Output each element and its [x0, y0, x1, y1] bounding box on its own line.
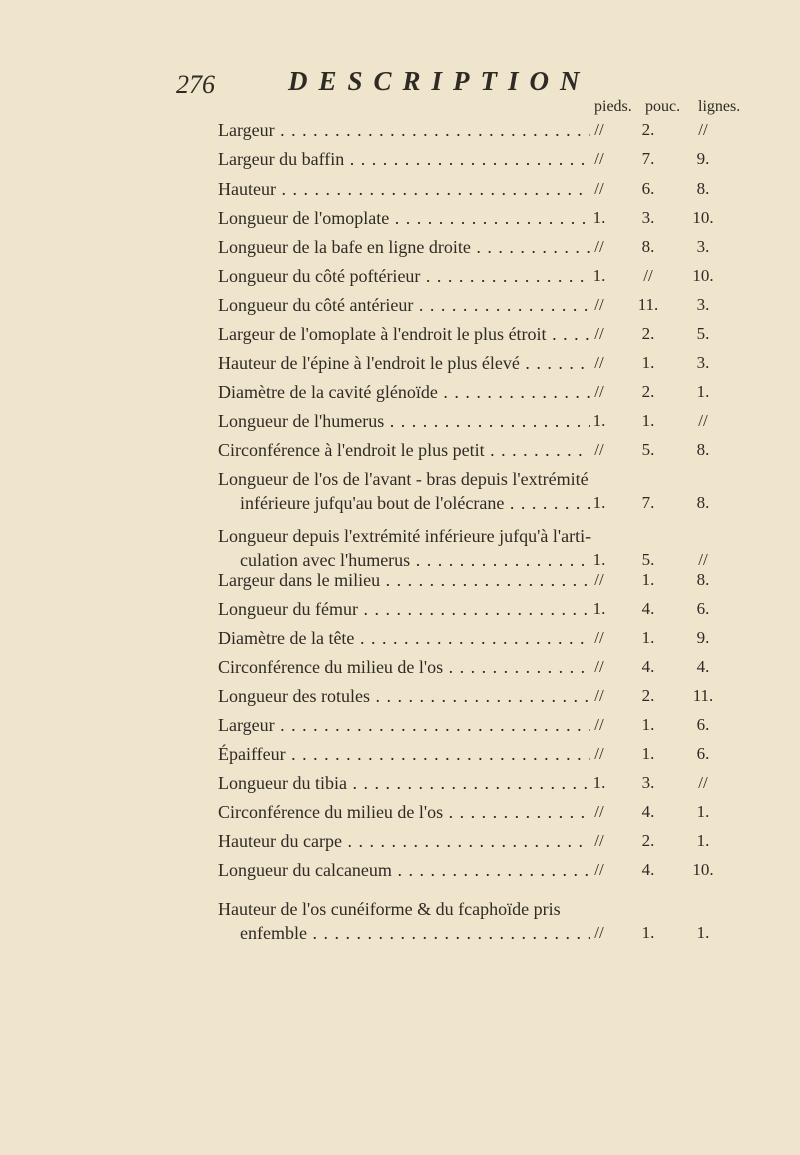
value-pieds: 1.: [592, 493, 606, 512]
value-pouces: 2.: [641, 831, 655, 850]
value-pouces: 7.: [641, 149, 655, 168]
row-label: Longueur de la bafe en ligne droite . . .: [218, 235, 590, 259]
value-lignes: 9.: [696, 149, 710, 168]
value-pouces: 4.: [641, 599, 655, 618]
row-label: Longueur de l'omoplate . . .: [218, 206, 590, 230]
value-pouces: 1.: [641, 353, 655, 372]
value-pouces: 5.: [641, 440, 655, 459]
column-header-pouces: pouc.: [645, 98, 681, 115]
value-pieds: 1.: [592, 411, 606, 430]
value-pouces: 6.: [641, 179, 655, 198]
value-pieds: //: [594, 860, 604, 879]
value-pouces: 2.: [641, 382, 655, 401]
value-pieds: //: [594, 923, 604, 942]
value-pieds: //: [594, 149, 604, 168]
value-lignes: //: [698, 411, 708, 430]
value-pouces: 2.: [641, 324, 655, 343]
value-pouces: 3.: [641, 773, 655, 792]
row-label-continuation: enfemble . . .: [240, 921, 590, 945]
row-label: Longueur du calcaneum . . .: [218, 858, 590, 882]
row-label: Épaiffeur . . .: [218, 742, 590, 766]
value-pieds: 1.: [592, 773, 606, 792]
value-pieds: //: [594, 382, 604, 401]
row-label: Longueur depuis l'extrémité inférieure jufqu'à l'arti-: [218, 526, 592, 546]
row-label: Hauteur de l'os cunéiforme & du fcaphoïde pris: [218, 899, 561, 919]
row-label: Largeur . . .: [218, 118, 590, 142]
row-label: Hauteur . . .: [218, 177, 590, 201]
value-lignes: //: [698, 550, 708, 569]
value-pieds: //: [594, 295, 604, 314]
row-label-continuation: culation avec l'humerus . . .: [240, 548, 590, 572]
running-title: DESCRIPTION: [288, 66, 591, 96]
row-label: Longueur de l'humerus . . .: [218, 409, 590, 433]
value-pouces: 1.: [641, 411, 655, 430]
column-header-pieds: pieds.: [594, 98, 632, 115]
value-pouces: 1.: [641, 715, 655, 734]
value-lignes: 10.: [692, 266, 714, 285]
row-label: Longueur du côté poftérieur . . .: [218, 264, 590, 288]
value-lignes: 3.: [696, 295, 710, 314]
row-label: Largeur du baffin . . .: [218, 147, 590, 171]
value-pouces: 1.: [641, 570, 655, 589]
value-pouces: 1.: [641, 744, 655, 763]
value-lignes: 4.: [696, 657, 710, 676]
value-lignes: 8.: [696, 440, 710, 459]
value-lignes: 6.: [696, 599, 710, 618]
row-label: Longueur du fémur . . .: [218, 597, 590, 621]
value-lignes: 10.: [692, 860, 714, 879]
row-label: Diamètre de la cavité glénoïde . . .: [218, 380, 590, 404]
value-lignes: 8.: [696, 493, 710, 512]
value-pouces: 4.: [641, 860, 655, 879]
value-pouces: 7.: [641, 493, 655, 512]
value-lignes: 8.: [696, 570, 710, 589]
value-pieds: //: [594, 744, 604, 763]
value-pieds: //: [594, 657, 604, 676]
value-lignes: 11.: [692, 686, 714, 705]
value-lignes: 1.: [696, 923, 710, 942]
value-pouces: 2.: [641, 686, 655, 705]
row-label: Longueur des rotules . . .: [218, 684, 590, 708]
row-label: Longueur de l'os de l'avant - bras depuis l'extrémité: [218, 469, 589, 489]
value-pieds: //: [594, 831, 604, 850]
value-pouces: 3.: [641, 208, 655, 227]
value-lignes: 1.: [696, 382, 710, 401]
value-pieds: //: [594, 440, 604, 459]
value-pouces: 4.: [641, 657, 655, 676]
value-lignes: 8.: [696, 179, 710, 198]
value-lignes: 1.: [696, 802, 710, 821]
row-label: Longueur du tibia . . .: [218, 771, 590, 795]
value-pieds: //: [594, 570, 604, 589]
value-lignes: //: [698, 773, 708, 792]
value-pieds: //: [594, 353, 604, 372]
column-header-lignes: lignes.: [698, 98, 741, 115]
value-pieds: 1.: [592, 599, 606, 618]
value-pieds: //: [594, 715, 604, 734]
value-pieds: //: [594, 686, 604, 705]
value-pieds: //: [594, 237, 604, 256]
value-pouces: 1.: [641, 628, 655, 647]
value-pieds: 1.: [592, 208, 606, 227]
value-lignes: 6.: [696, 744, 710, 763]
row-label: Hauteur de l'épine à l'endroit le plus élevé . . .: [218, 351, 590, 375]
value-lignes: 10.: [692, 208, 714, 227]
row-label: Largeur . . .: [218, 713, 590, 737]
value-pieds: //: [594, 324, 604, 343]
value-pieds: //: [594, 120, 604, 139]
value-pouces: 5.: [641, 550, 655, 569]
value-pieds: 1.: [592, 266, 606, 285]
value-lignes: 3.: [696, 237, 710, 256]
value-pouces: 2.: [641, 120, 655, 139]
value-pouces: 8.: [641, 237, 655, 256]
page-header: [176, 66, 776, 106]
value-pouces: 11.: [637, 295, 659, 314]
row-label-continuation: inférieure jufqu'au bout de l'olécrane . . .: [240, 491, 590, 515]
page-number: 276: [176, 70, 215, 99]
value-pieds: 1.: [592, 550, 606, 569]
row-label: Circonférence à l'endroit le plus petit . . .: [218, 438, 590, 462]
value-lignes: 9.: [696, 628, 710, 647]
row-label: Circonférence du milieu de l'os . . .: [218, 800, 590, 824]
row-label: Diamètre de la tête . . .: [218, 626, 590, 650]
row-label: Longueur du côté antérieur . . .: [218, 293, 590, 317]
value-pieds: //: [594, 802, 604, 821]
row-label: Hauteur du carpe . . .: [218, 829, 590, 853]
row-label: Largeur dans le milieu . . .: [218, 568, 590, 592]
row-label: Largeur de l'omoplate à l'endroit le plus étroit . . .: [218, 322, 590, 346]
value-pouces: 4.: [641, 802, 655, 821]
value-lignes: 5.: [696, 324, 710, 343]
value-lignes: //: [698, 120, 708, 139]
value-lignes: 1.: [696, 831, 710, 850]
row-label: Circonférence du milieu de l'os . . .: [218, 655, 590, 679]
value-pouces: //: [643, 266, 653, 285]
value-lignes: 3.: [696, 353, 710, 372]
value-pouces: 1.: [641, 923, 655, 942]
value-pieds: //: [594, 628, 604, 647]
value-pieds: //: [594, 179, 604, 198]
value-lignes: 6.: [696, 715, 710, 734]
